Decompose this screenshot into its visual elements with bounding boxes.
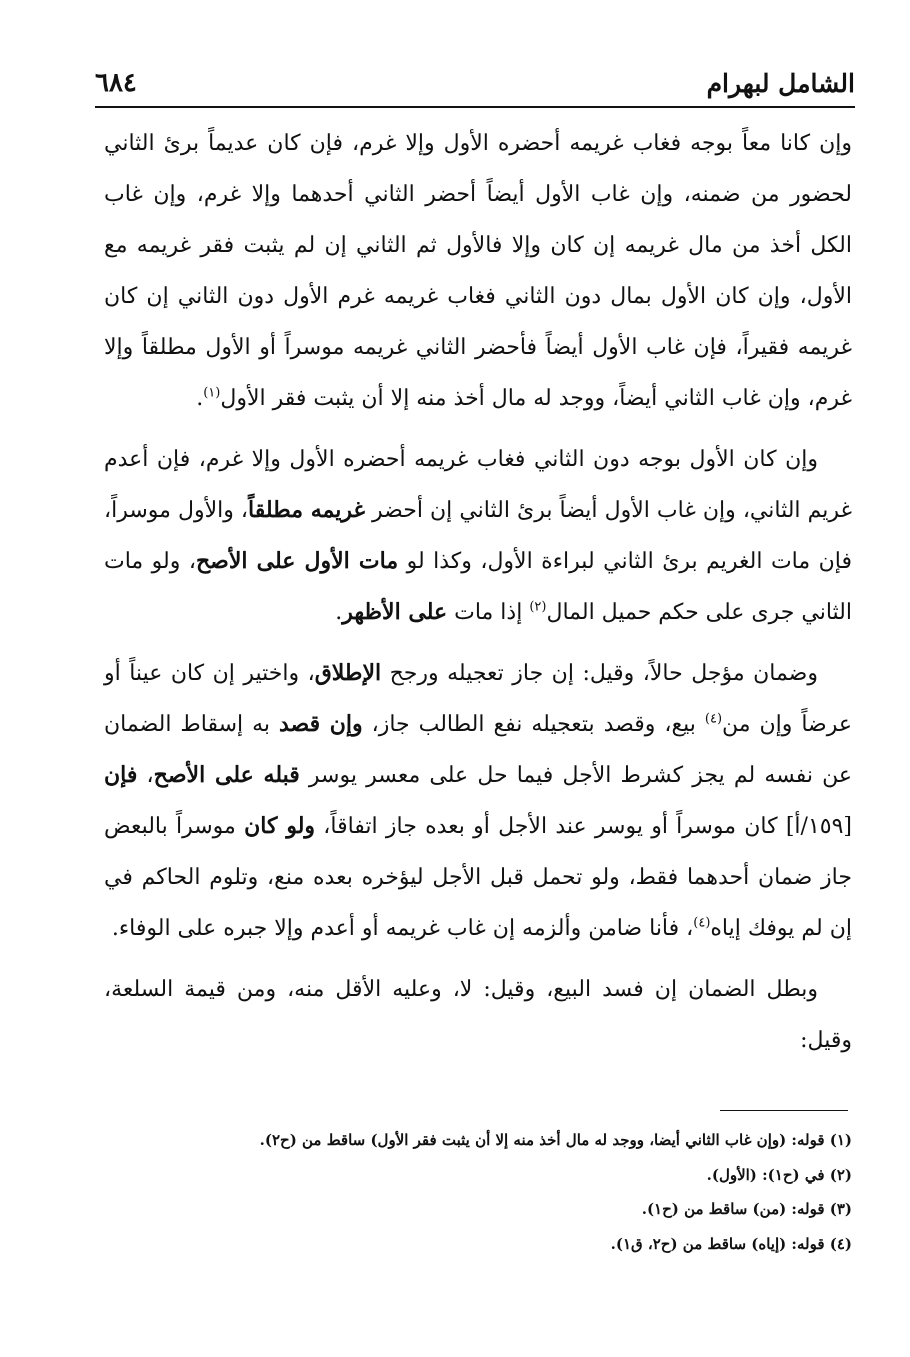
bold-phrase: ولو كان (244, 813, 316, 839)
bold-phrase: على الأظهر (342, 599, 448, 625)
text-run: موسراً بالبعض جاز ضمان أحدهما فقط، ولو تحمل قبل الأجل ليؤخره بعده منع، وتلوم الحاكم في إن لم يوفك إياه (104, 814, 852, 941)
text-run: [١٥٩/أ] كان موسراً أو يوسر عند الأجل أو بعده جاز اتفاقاً، (315, 814, 853, 839)
text-run: . (335, 600, 343, 625)
footnote-4: (٤) قوله: (إياه) ساقط من (ح٢، ق١). (610, 1234, 852, 1253)
running-title: الشامل لبهرام (706, 69, 855, 98)
footnote-3: (٣) قوله: (من) ساقط من (ح١). (641, 1200, 852, 1218)
header-rule (95, 106, 855, 108)
footnote-separator (720, 1110, 848, 1111)
footnote-ref-4: (٤) (693, 915, 711, 931)
text-run: بيع، وقصد بتعجيله نفع الطالب جاز، (362, 712, 705, 737)
text-run: إذا مات (447, 600, 530, 625)
footnote-ref-3: (٤) (704, 711, 723, 727)
footnote-ref-2: (٢) (529, 599, 547, 615)
bold-phrase: وإن قصد (279, 711, 363, 737)
bold-phrase: قبله على الأصح (153, 762, 300, 788)
text-run: ، (137, 763, 154, 788)
text-run: وإن كان الأول بوجه دون الثاني فغاب غريمه أحضره الأول وإلا غرم، فإن أعدم غريم الثاني، وإن غاب الأول أيضاً برئ الثاني إن أحضر (104, 447, 852, 523)
bold-phrase: مات الأول على الأصح (195, 548, 399, 574)
footnote-2: (٢) في (ح١): (الأول). (706, 1165, 852, 1184)
bold-phrase: الإطلاق (314, 660, 382, 686)
text-run: ، فأنا ضامن وألزمه إن غاب غريمه أو أعدم وإلا جبره على الوفاء. (111, 916, 694, 941)
footnotes (104, 1123, 852, 1261)
paragraph-1 (104, 118, 852, 424)
text-run: ، ولو مات الثاني جرى على حكم حميل المال (104, 549, 852, 625)
page-number: ٦٨٤ (95, 68, 137, 98)
text-run: وإن كانا معاً بوجه فغاب غريمه أحضره الأول وإلا غرم، فإن كان عديماً برئ الثاني لحضور من ضمنه، وإن غاب الأول أيضاً أحضر الثاني أحدهما وإلا غرم، وإن غاب الكل أخذ من مال غريمه إن كان وإلا فالأول ثم الثاني إن لم يثبت فقر غريمه مع الأول، وإن كان الأول بمال دون الثاني فغاب غريمه غرم الأول دون الثاني إن كان غريمه فقيراً، فإن غاب الأول أيضاً فأحضر الثاني غريمه موسراً أو الأول مطلقاً وإلا غرم، وإن غاب الثاني أيضاً، ووجد له مال أخذ منه إلا أن يثبت فقر الأول (104, 131, 852, 411)
text-run: وبطل الضمان إن فسد البيع، وقيل: لا، وعليه الأقل منه، ومن قيمة السلعة، وقيل: (104, 977, 852, 1053)
text-run: ، والأول موسراً، فإن مات الغريم برئ الثاني لبراءة الأول، وكذا لو (104, 498, 852, 574)
body-text (104, 118, 852, 1066)
paragraph-2 (104, 434, 852, 638)
page-header (95, 58, 855, 102)
text-run: وضمان مؤجل حالاً، وقيل: إن جاز تعجيله ورجح (381, 661, 818, 686)
paragraph-4 (104, 964, 852, 1066)
footnote-ref-1: (١) (203, 385, 221, 401)
text-run: ، واختير إن كان عيناً أو عرضاً وإن من (104, 661, 853, 737)
text-run: . (196, 386, 204, 411)
text-run: به إسقاط الضمان عن نفسه لم يجز كشرط الأجل فيما حل على معسر يوسر (104, 712, 853, 788)
bold-phrase: فإن (104, 762, 138, 788)
footnote-1: (١) قوله: (وإن غاب الثاني أيضا، ووجد له مال أخذ منه إلا أن يثبت فقر الأول) ساقط من (ح٢). (259, 1131, 852, 1149)
paragraph-3 (104, 648, 852, 954)
bold-phrase: غريمه مطلقاً (248, 497, 365, 523)
